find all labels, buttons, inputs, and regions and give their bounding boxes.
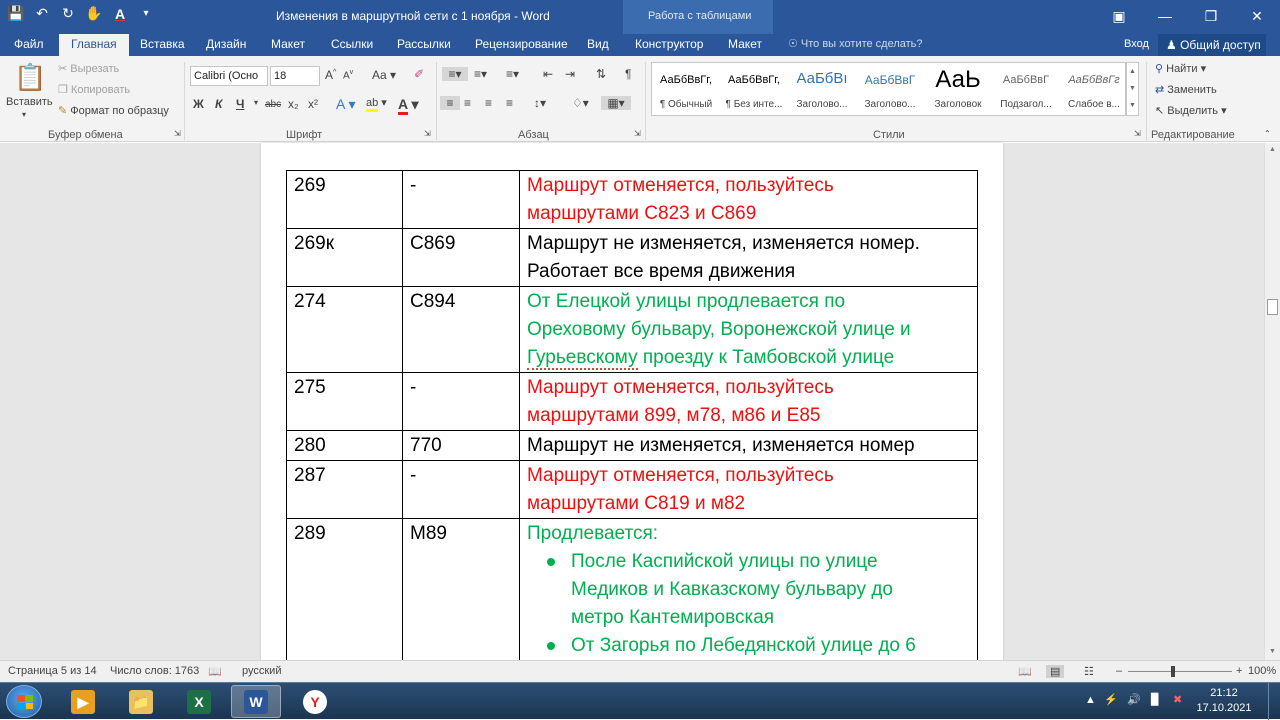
change-description-cell[interactable] (520, 431, 978, 461)
style-title[interactable]: АаЬ (935, 66, 981, 93)
style-no-spacing[interactable]: АаБбВвГг, (728, 74, 780, 86)
new-number-cell[interactable]: - (403, 373, 520, 431)
read-mode-icon[interactable]: 📖 (1018, 666, 1032, 678)
underline-dropdown-icon[interactable]: ▾ (254, 98, 259, 107)
shading-icon[interactable]: ♢▾ (572, 96, 589, 110)
styles-scroll[interactable] (1126, 62, 1139, 116)
change-description-cell[interactable] (520, 171, 978, 229)
new-number-cell[interactable]: С894 (403, 287, 520, 373)
yandex-browser-icon[interactable]: Y (290, 685, 340, 718)
touch-mode-icon[interactable]: ✋ (85, 5, 103, 21)
table-row (287, 171, 978, 229)
bullet-item (571, 548, 970, 632)
show-desktop-button[interactable] (1268, 683, 1280, 720)
tab-table-design[interactable]: Конструктор (635, 37, 704, 51)
copy-icon: ❐ (58, 84, 71, 96)
route-number-cell[interactable]: 289 (287, 519, 403, 719)
route-number-cell[interactable]: 274 (287, 287, 403, 373)
borders-icon[interactable]: ▦▾ (601, 96, 631, 110)
zoom-slider-handle[interactable] (1171, 666, 1175, 677)
align-right-icon[interactable]: ≡ (485, 96, 493, 110)
zoom-in-icon[interactable]: + (1236, 665, 1243, 677)
quick-access-toolbar (6, 5, 156, 22)
table-row (287, 229, 978, 287)
italic-button[interactable]: К (215, 97, 223, 111)
sign-in-link[interactable]: Вход (1124, 38, 1149, 50)
route-number-cell[interactable]: 275 (287, 373, 403, 431)
strikethrough-button[interactable]: abc (265, 99, 282, 110)
minimize-icon[interactable]: — (1158, 8, 1172, 24)
styles-gallery: АаБбВвГг, ¶ Обычный АаБбВвГг, ¶ Без инте... АаБбВı Заголово... АаБбВвГ Заголово... АаЬ Заголовок АаБбВвГ Подзагол... АаБбВвГг Слабое в... (651, 62, 1126, 116)
font-size-combo[interactable]: 18 (270, 66, 320, 86)
bullets-icon[interactable]: ≡▾ (442, 67, 468, 81)
route-number-cell[interactable]: 280 (287, 431, 403, 461)
divider (1146, 62, 1147, 140)
zoom-level[interactable]: 100% (1248, 665, 1277, 677)
media-player-icon[interactable]: ▶ (58, 685, 108, 718)
font-color-quick-icon[interactable]: A (114, 5, 126, 22)
new-number-cell[interactable]: - (403, 461, 520, 519)
excel-icon[interactable]: X (174, 685, 224, 718)
line-spacing-icon[interactable]: ↕▾ (534, 96, 547, 110)
file-explorer-icon[interactable]: 📁 (116, 685, 166, 718)
clock-time: 21:12 (1210, 687, 1238, 699)
new-number-cell[interactable]: С869 (403, 229, 520, 287)
cut-button[interactable]: ✂ Вырезать (58, 63, 120, 75)
increase-indent-icon[interactable]: ⇥ (565, 67, 576, 81)
table-row (287, 431, 978, 461)
description-line: Маршрут отменяется, пользуйтесь (527, 377, 834, 398)
page-count[interactable]: Страница 5 из 14 (8, 665, 97, 677)
style-subtle-emphasis[interactable]: АаБбВвГг (1068, 74, 1120, 86)
customize-qat-icon[interactable]: ▾ (143, 8, 149, 19)
tab-home[interactable]: Главная (59, 34, 129, 56)
find-button[interactable]: ⚲ Найти ▾ (1155, 63, 1207, 75)
description-line: Маршрут не изменяется, изменяется номер. (527, 233, 920, 254)
description-line: метро Кантемировская (571, 607, 775, 628)
style-heading1[interactable]: АаБбВı (796, 70, 848, 87)
replace-button[interactable]: ⇄ Заменить (1155, 84, 1217, 96)
description-line: маршрутами С819 и м82 (527, 493, 746, 514)
restore-icon[interactable]: ❐ (1204, 8, 1218, 24)
lightbulb-icon: ☉ (788, 38, 801, 50)
chevron-up-icon[interactable]: ▲ (1129, 68, 1136, 75)
language-status[interactable]: русский (242, 665, 282, 677)
new-number-cell[interactable]: М89 (403, 519, 520, 719)
new-number-cell[interactable]: 770 (403, 431, 520, 461)
close-icon[interactable]: ✕ (1251, 8, 1263, 24)
save-icon[interactable]: 💾 (7, 5, 25, 21)
description-line: От Загорья по Лебедянской улице до 6 (571, 635, 916, 656)
scroll-up-icon[interactable]: ▲ (1269, 146, 1276, 153)
underline-button[interactable]: Ч (236, 97, 245, 111)
ribbon-home (0, 56, 1280, 142)
word-icon[interactable]: W (231, 685, 281, 718)
table-row (287, 461, 978, 519)
paragraph-launcher-icon[interactable]: ⇲ (634, 129, 641, 138)
shrink-font-icon[interactable]: $A^v$ (343, 69, 354, 82)
tab-review[interactable]: Рецензирование (475, 37, 568, 51)
windows-taskbar (0, 682, 1280, 719)
format-painter-button[interactable]: ✎ Формат по образцу (58, 105, 169, 117)
bullet-dot-icon (547, 558, 555, 566)
word-count[interactable]: Число слов: 1763 (110, 665, 200, 677)
change-description-cell[interactable] (520, 461, 978, 519)
document-page (261, 143, 1003, 673)
font-name-combo[interactable]: Calibri (Осно (190, 66, 268, 86)
divider (184, 62, 185, 140)
description-line: От Елецкой улицы продлевается по (527, 291, 846, 312)
cursor-icon: ↖ (1155, 105, 1168, 117)
superscript-button[interactable]: x² (308, 97, 318, 111)
description-line: Маршрут не изменяется, изменяется номер (527, 435, 915, 456)
ribbon-tabs (0, 34, 1280, 56)
editing-group-label: Редактирование (1151, 129, 1235, 141)
clipboard-group-label: Буфер обмена (48, 129, 123, 141)
change-description-cell[interactable] (520, 287, 978, 373)
clipboard-launcher-icon[interactable]: ⇲ (174, 129, 181, 138)
tab-view[interactable]: Вид (587, 37, 609, 51)
scroll-down-icon[interactable]: ▼ (1269, 648, 1276, 655)
route-number-cell[interactable]: 269к (287, 229, 403, 287)
numbering-icon[interactable]: ≡▾ (474, 67, 488, 81)
window-title: Изменения в маршрутной сети с 1 ноября - Word (276, 9, 550, 23)
divider (436, 62, 437, 140)
proofing-icon[interactable]: 📖 (208, 666, 222, 678)
align-left-icon[interactable]: ≡ (440, 96, 460, 110)
routes-table (286, 170, 978, 719)
description-line: Гурьевскому проезду к Тамбовской улице (527, 347, 895, 368)
tell-me-box[interactable]: ☉ Что вы хотите сделать? (788, 38, 923, 50)
font-color-icon[interactable]: A ▾ (398, 96, 419, 113)
description-line: Маршрут отменяется, пользуйтесь (527, 175, 834, 196)
description-line: Работает все время движения (527, 261, 796, 282)
print-layout-icon[interactable]: ▤ (1046, 665, 1064, 678)
brush-icon: ✎ (58, 105, 71, 117)
paste-dropdown-icon[interactable]: ▾ (22, 110, 27, 119)
text-effects-icon[interactable]: A ▾ (336, 96, 356, 112)
subscript-button[interactable]: x₂ (288, 97, 299, 111)
decrease-indent-icon[interactable]: ⇤ (543, 67, 554, 81)
description-line: Ореховому бульвару, Воронежской улице и (527, 319, 911, 340)
select-button[interactable]: ↖ Выделить ▾ (1155, 105, 1227, 117)
status-bar (0, 660, 1280, 682)
start-button[interactable] (6, 685, 42, 718)
paste-icon[interactable]: 📋 (14, 62, 47, 92)
battery-icon[interactable]: ✖ (1173, 694, 1183, 706)
paste-button[interactable]: Вставить (6, 96, 53, 108)
description-line: Медиков и Кавказскому бульвару до (571, 579, 893, 600)
web-layout-icon[interactable]: ☷ (1084, 666, 1094, 678)
bullet-dot-icon (547, 642, 555, 650)
clear-formatting-icon[interactable]: ✐ (414, 67, 425, 81)
description-line: Маршрут отменяется, пользуйтесь (527, 465, 834, 486)
scroll-thumb[interactable] (1267, 299, 1278, 315)
new-number-cell[interactable]: - (403, 171, 520, 229)
ribbon-display-icon[interactable]: ▣ (1112, 8, 1126, 24)
volume-icon[interactable]: 🔊 (1127, 694, 1141, 706)
highlight-icon[interactable]: ab ▾ (366, 96, 387, 109)
font-group-label: Шрифт (286, 129, 323, 141)
title-bar (0, 0, 1280, 34)
table-row (287, 287, 978, 373)
route-number-cell[interactable]: 287 (287, 461, 403, 519)
description-line: Продлевается: (527, 523, 659, 544)
person-icon: ♟ (1166, 38, 1181, 52)
zoom-out-icon[interactable]: – (1116, 665, 1123, 677)
divider (645, 62, 646, 140)
bold-button[interactable]: Ж (193, 97, 204, 111)
change-description-cell[interactable] (520, 229, 978, 287)
share-button[interactable]: ♟ Общий доступ (1158, 34, 1266, 56)
tab-references[interactable]: Ссылки (331, 37, 374, 51)
table-tools-label: Работа с таблицами (648, 10, 752, 22)
multilevel-list-icon[interactable]: ≡▾ (506, 67, 520, 81)
align-center-icon[interactable]: ≡ (464, 96, 472, 110)
undo-icon[interactable]: ↶ (36, 5, 48, 21)
styles-group-label: Стили (873, 129, 905, 141)
tab-layout[interactable]: Макет (271, 37, 305, 51)
sort-icon[interactable]: ⇅ (596, 67, 607, 81)
copy-button[interactable]: ❐ Копировать (58, 84, 131, 96)
tab-table-layout[interactable]: Макет (728, 37, 762, 51)
change-description-cell[interactable] (520, 373, 978, 431)
grow-font-icon[interactable]: A^ (325, 68, 337, 82)
clock-date: 17.10.2021 (1196, 702, 1252, 714)
network-signal-icon[interactable]: ▉ (1151, 694, 1160, 706)
document-area (0, 143, 1264, 660)
search-icon: ⚲ (1155, 63, 1167, 75)
style-heading2[interactable]: АаБбВвГ (864, 73, 916, 87)
usb-icon[interactable]: ⚡ (1104, 694, 1118, 706)
tab-file[interactable]: Файл (14, 37, 44, 51)
replace-icon: ⇄ (1155, 84, 1168, 96)
description-line: маршрутами С823 и С869 (527, 203, 757, 224)
clock[interactable] (1196, 686, 1252, 716)
route-number-cell[interactable]: 269 (287, 171, 403, 229)
pilcrow-icon[interactable]: ¶ (625, 67, 632, 81)
tab-insert[interactable]: Вставка (140, 37, 185, 51)
tab-design[interactable]: Дизайн (206, 37, 247, 51)
more-styles-icon[interactable]: ▼ (1129, 102, 1136, 109)
description-line: маршрутами 899, м78, м86 и Е85 (527, 405, 821, 426)
tab-mailings[interactable]: Рассылки (397, 37, 451, 51)
collapse-ribbon-icon[interactable]: ⌃ (1264, 129, 1271, 138)
style-normal[interactable]: АаБбВвГг, (660, 74, 712, 86)
description-line: После Каспийской улицы по улице (571, 551, 878, 572)
styles-launcher-icon[interactable]: ⇲ (1134, 129, 1141, 138)
tray-expand-icon[interactable]: ▲ (1085, 694, 1096, 706)
style-subtitle[interactable]: АаБбВвГ (1002, 74, 1050, 86)
font-launcher-icon[interactable]: ⇲ (424, 129, 431, 138)
zoom-slider[interactable] (1128, 671, 1232, 672)
spellcheck-word: Гурьевскому (527, 347, 638, 368)
paragraph-group-label: Абзац (518, 129, 549, 141)
chevron-down-icon[interactable]: ▼ (1129, 85, 1136, 92)
windows-logo-icon (17, 695, 33, 709)
change-case-button[interactable]: Aa ▾ (372, 68, 397, 82)
justify-icon[interactable]: ≡ (506, 96, 514, 110)
table-row (287, 373, 978, 431)
redo-icon[interactable]: ↻ (62, 5, 74, 21)
vertical-scrollbar[interactable] (1264, 143, 1280, 660)
scissors-icon: ✂ (58, 63, 71, 75)
